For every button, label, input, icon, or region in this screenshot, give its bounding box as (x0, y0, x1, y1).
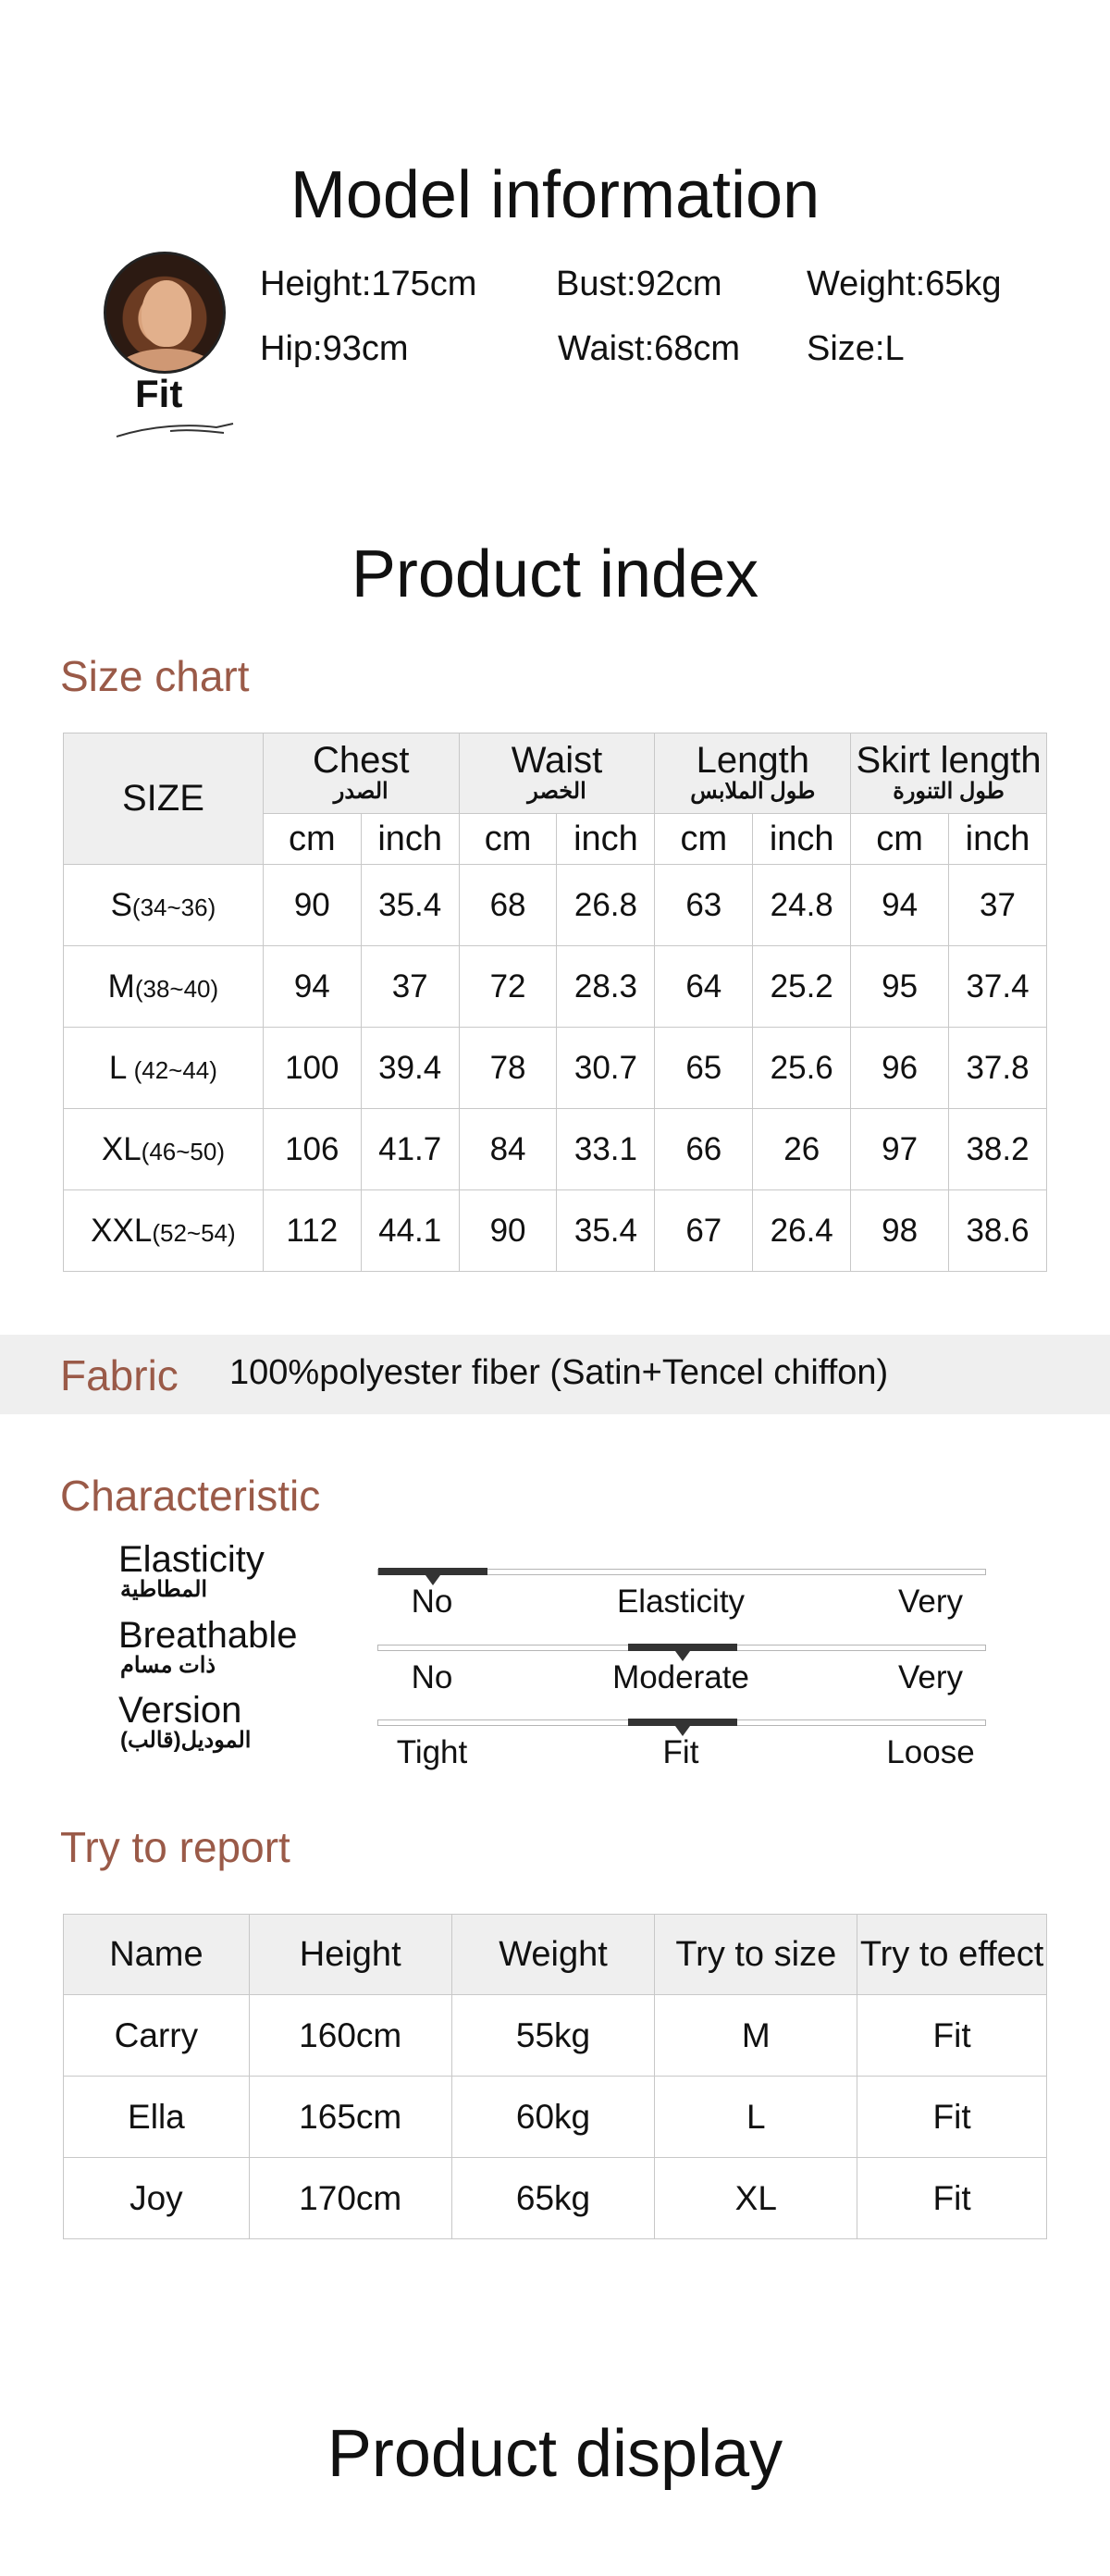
size-value-cell: 106 (263, 1109, 361, 1190)
unit-cell: inch (557, 814, 655, 865)
report-cell: Fit (857, 2077, 1047, 2158)
size-value-cell: 25.2 (753, 946, 851, 1028)
chest-label: Chest (312, 740, 410, 781)
size-chart-title: Size chart (60, 652, 250, 700)
size-value-cell: 94 (263, 946, 361, 1028)
size-cell (64, 1190, 264, 1272)
skirt-length-label: Skirt length (856, 740, 1042, 781)
skirt-length-header (851, 733, 1047, 814)
size-value-cell: 98 (851, 1190, 949, 1272)
length-header (655, 733, 851, 814)
size-value-cell: 72 (459, 946, 557, 1028)
scale-label: No (411, 1659, 453, 1695)
report-cell: 55kg (451, 1995, 655, 2077)
size-value-cell: 26 (753, 1109, 851, 1190)
length-arabic: طول الملابس (690, 779, 816, 804)
model-info-title: Model information (290, 158, 820, 232)
characteristic-arabic: المطاطية (120, 1577, 208, 1602)
size-value-cell: 38.2 (949, 1109, 1047, 1190)
product-index-title: Product index (351, 537, 759, 611)
report-cell: M (655, 1995, 857, 2077)
unit-cell: cm (459, 814, 557, 865)
model-avatar (104, 252, 226, 374)
report-row (64, 2077, 1047, 2158)
size-header: SIZE (64, 733, 264, 865)
unit-cell: inch (361, 814, 459, 865)
size-value-cell: 65 (655, 1028, 753, 1109)
size-label: L (108, 1049, 128, 1086)
size-range: (42~44) (127, 1055, 217, 1084)
size-value-cell: 26.4 (753, 1190, 851, 1272)
size-value-cell: 37 (949, 865, 1047, 946)
size-value-cell: 97 (851, 1109, 949, 1190)
unit-cell: cm (263, 814, 361, 865)
size-label: XXL (91, 1212, 153, 1249)
report-row (64, 1995, 1047, 2077)
report-cell: 165cm (249, 2077, 451, 2158)
characteristic-bar-fill (628, 1644, 737, 1651)
size-value-cell: 28.3 (557, 946, 655, 1028)
characteristic-arabic: الموديل(قالب) (120, 1728, 252, 1753)
characteristic-arabic: ذات مسام (120, 1653, 216, 1678)
fit-logo: Fit (135, 372, 183, 415)
size-row (64, 1190, 1047, 1272)
unit-cell: inch (949, 814, 1047, 865)
characteristic-bar-fill (628, 1719, 737, 1726)
model-waist: Waist:68cm (558, 329, 741, 368)
report-cell: Carry (64, 1995, 250, 2077)
size-value-cell: 37.4 (949, 946, 1047, 1028)
scale-label: Fit (662, 1734, 699, 1770)
characteristic-bar-fill (378, 1568, 487, 1575)
size-value-cell: 100 (263, 1028, 361, 1109)
characteristic-label: Elasticity (118, 1539, 265, 1580)
size-value-cell: 41.7 (361, 1109, 459, 1190)
fabric-text: 100%polyester fiber (Satin+Tencel chiffon) (229, 1353, 889, 1392)
report-cell: Ella (64, 2077, 250, 2158)
size-value-cell: 84 (459, 1109, 557, 1190)
characteristic-label: Breathable (118, 1615, 298, 1656)
scale-label: Tight (396, 1734, 468, 1770)
report-header-cell: Weight (451, 1915, 655, 1995)
waist-header (459, 733, 655, 814)
size-value-cell: 63 (655, 865, 753, 946)
report-table (63, 1914, 1047, 2239)
report-cell: Fit (857, 2158, 1047, 2239)
scale-label: Loose (886, 1734, 975, 1770)
size-value-cell: 90 (459, 1190, 557, 1272)
size-value-cell: 39.4 (361, 1028, 459, 1109)
model-weight: Weight:65kg (807, 265, 1002, 303)
scale-label: Elasticity (616, 1584, 746, 1620)
characteristic-label: Version (118, 1690, 242, 1731)
characteristic-bar (377, 1645, 986, 1651)
waist-label: Waist (511, 740, 603, 781)
size-value-cell: 96 (851, 1028, 949, 1109)
product-display-title: Product display (327, 2417, 783, 2491)
fabric-label: Fabric (60, 1351, 179, 1399)
report-header-cell: Height (249, 1915, 451, 1995)
size-label: S (110, 886, 132, 923)
size-value-cell: 38.6 (949, 1190, 1047, 1272)
size-value-cell: 112 (263, 1190, 361, 1272)
size-value-cell: 67 (655, 1190, 753, 1272)
size-row (64, 946, 1047, 1028)
size-value-cell: 37 (361, 946, 459, 1028)
size-value-cell: 30.7 (557, 1028, 655, 1109)
characteristic-bar (377, 1719, 986, 1726)
report-cell: 160cm (249, 1995, 451, 2077)
size-value-cell: 25.6 (753, 1028, 851, 1109)
size-row (64, 865, 1047, 946)
report-cell: 170cm (249, 2158, 451, 2239)
size-value-cell: 66 (655, 1109, 753, 1190)
model-hip: Hip:93cm (260, 329, 409, 368)
avatar-face (142, 280, 191, 347)
size-value-cell: 37.8 (949, 1028, 1047, 1109)
report-header-cell: Try to effect (857, 1915, 1047, 1995)
size-value-cell: 90 (263, 865, 361, 946)
size-value-cell: 94 (851, 865, 949, 946)
size-value-cell: 33.1 (557, 1109, 655, 1190)
swoosh-icon (115, 418, 235, 440)
size-range: (38~40) (134, 974, 219, 1003)
unit-cell: inch (753, 814, 851, 865)
length-label: Length (696, 740, 809, 781)
chest-header (263, 733, 459, 814)
characteristic-title: Characteristic (60, 1472, 321, 1520)
size-cell (64, 946, 264, 1028)
model-bust: Bust:92cm (556, 265, 722, 303)
size-value-cell: 64 (655, 946, 753, 1028)
size-value-cell: 44.1 (361, 1190, 459, 1272)
characteristic-bar (377, 1569, 986, 1575)
size-cell (64, 865, 264, 946)
report-cell: L (655, 2077, 857, 2158)
size-range: (52~54) (152, 1218, 236, 1247)
unit-cell: cm (851, 814, 949, 865)
size-value-cell: 26.8 (557, 865, 655, 946)
size-value-cell: 68 (459, 865, 557, 946)
report-cell: Fit (857, 1995, 1047, 2077)
size-value-cell: 35.4 (361, 865, 459, 946)
size-value-cell: 35.4 (557, 1190, 655, 1272)
size-range: (46~50) (141, 1137, 225, 1165)
size-cell (64, 1109, 264, 1190)
model-height: Height:175cm (260, 265, 477, 303)
report-title: Try to report (60, 1823, 290, 1871)
report-cell: 65kg (451, 2158, 655, 2239)
size-value-cell: 78 (459, 1028, 557, 1109)
chest-arabic: الصدر (333, 779, 388, 804)
unit-cell: cm (655, 814, 753, 865)
report-row (64, 2158, 1047, 2239)
size-row (64, 1109, 1047, 1190)
report-cell: XL (655, 2158, 857, 2239)
scale-label: Very (897, 1659, 964, 1695)
scale-label: No (411, 1584, 453, 1620)
avatar-shoulder (116, 349, 217, 374)
size-range: (34~36) (131, 893, 216, 921)
report-header-cell: Try to size (655, 1915, 857, 1995)
scale-label: Very (897, 1584, 964, 1620)
size-cell (64, 1028, 264, 1109)
report-header-cell: Name (64, 1915, 250, 1995)
report-cell: 60kg (451, 2077, 655, 2158)
size-chart-table (63, 733, 1047, 1272)
waist-arabic: الخصر (527, 779, 586, 804)
model-size: Size:L (807, 329, 905, 368)
size-label: XL (101, 1130, 142, 1167)
scale-label: Moderate (612, 1659, 749, 1695)
report-cell: Joy (64, 2158, 250, 2239)
size-label: M (107, 968, 135, 1005)
size-row (64, 1028, 1047, 1109)
skirt-length-arabic: طول التنورة (893, 779, 1005, 804)
size-value-cell: 24.8 (753, 865, 851, 946)
size-value-cell: 95 (851, 946, 949, 1028)
